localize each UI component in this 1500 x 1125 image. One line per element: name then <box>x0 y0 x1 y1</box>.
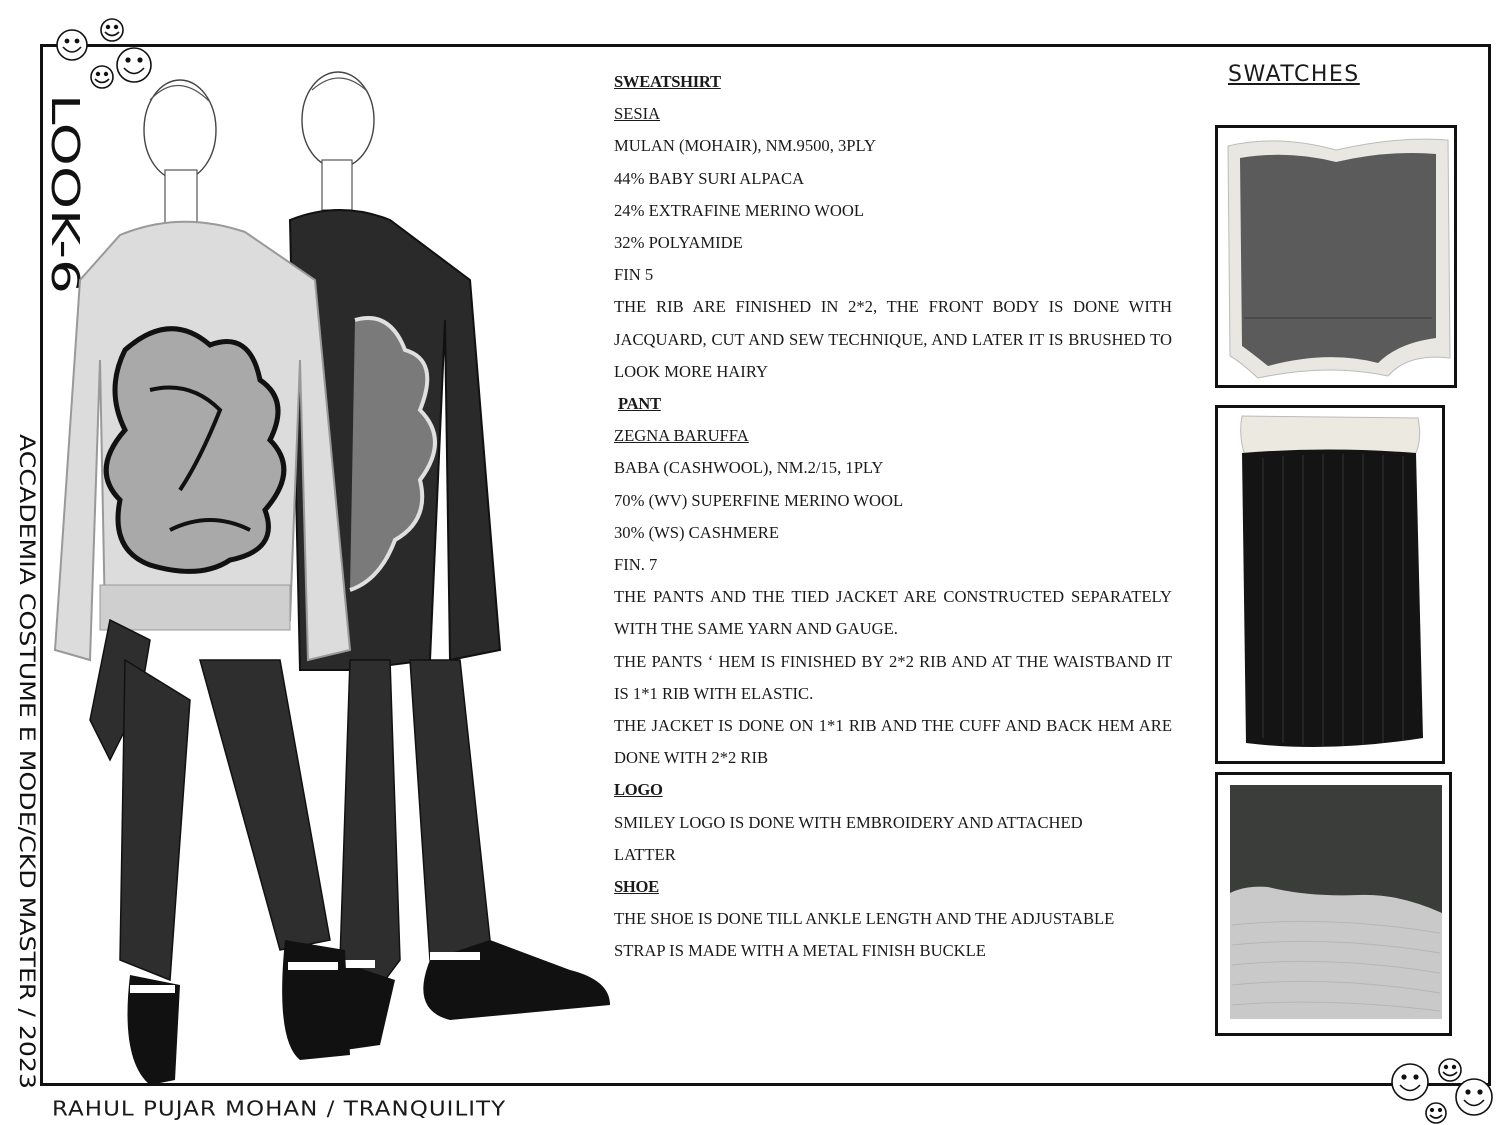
shoe-heading: SHOE <box>614 877 659 897</box>
spec-line: 30% (WS) CASHMERE <box>614 522 780 542</box>
smiley-icon <box>1426 1103 1446 1123</box>
smiley-icon <box>1456 1079 1492 1115</box>
smiley-icon <box>1439 1059 1461 1081</box>
smiley-icon <box>1392 1064 1428 1100</box>
spec-line: 70% (WV) SUPERFINE MERINO WOOL <box>614 490 904 510</box>
sweatshirt-heading: SWEATSHIRT <box>614 72 721 91</box>
pant-description-jacket: THE JACKET IS DONE ON 1*1 RIB AND THE CUFF AND BACK HEM ARE DONE WITH 2*2 RIB <box>614 716 1172 768</box>
svg-text:ACCADEMIA COSTUME E MODE/CKD M: ACCADEMIA COSTUME E MODE/CKD MASTER / 2023 <box>15 434 39 981</box>
swatch-grey-mohair <box>1215 125 1457 388</box>
swatch-black-rib <box>1215 405 1445 764</box>
spec-line: FIN 5 <box>614 265 654 285</box>
spec-line: MULAN (MOHAIR), NM.9500, 3PLY <box>614 136 876 156</box>
vertical-credit <box>14 430 54 1095</box>
fashion-illustration <box>50 60 630 1090</box>
svg-text:LOOK-6: LOOK-6 <box>43 94 87 233</box>
logo-description: SMILEY LOGO IS DONE WITH EMBROIDERY AND ATTACHED LATTER <box>614 812 1083 864</box>
smiley-icon <box>101 19 123 41</box>
spec-line: FIN. 7 <box>614 555 658 575</box>
spec-line: BABA (CASHWOOL), NM.2/15, 1PLY <box>614 458 884 478</box>
pant-description-construction: THE PANTS AND THE TIED JACKET ARE CONSTRUCTED SEPARATELY WITH THE SAME YARN AND GAUGE. <box>614 587 1172 639</box>
sweatshirt-description: THE RIB ARE FINISHED IN 2*2, THE FRONT BODY IS DONE WITH JACQUARD, CUT AND SEW TECHNIQUE, AND LATER IT IS BRUSHED TO LOOK MORE HAIRY <box>614 297 1172 381</box>
swatches-title: SWATCHES <box>1228 62 1360 87</box>
designer-credit: RAHUL PUJAR MOHAN / TRANQUILITY <box>52 1097 507 1121</box>
swatch-jacquard <box>1215 772 1452 1036</box>
spec-line: 24% EXTRAFINE MERINO WOOL <box>614 200 864 220</box>
spec-line: 44% BABY SURI ALPACA <box>614 168 805 188</box>
logo-heading: LOGO <box>614 780 663 800</box>
smiley-icon <box>57 30 87 60</box>
pant-description-hem: THE PANTS ‘ HEM IS FINISHED BY 2*2 RIB AND AT THE WAISTBAND IT IS 1*1 RIB WITH ELASTIC. <box>614 651 1172 703</box>
pant-brand: ZEGNA BARUFFA <box>614 426 749 446</box>
spec-line: 32% POLYAMIDE <box>614 233 743 253</box>
sweatshirt-brand: SESIA <box>614 104 661 124</box>
shoe-description: THE SHOE IS DONE TILL ANKLE LENGTH AND THE ADJUSTABLE STRAP IS MADE WITH A METAL FINISH BUCKLE <box>614 909 1115 961</box>
pant-heading: PANT <box>618 394 661 414</box>
spec-sheet <box>614 66 1172 968</box>
smiley-logo-cluster-bottom <box>1388 1055 1498 1125</box>
